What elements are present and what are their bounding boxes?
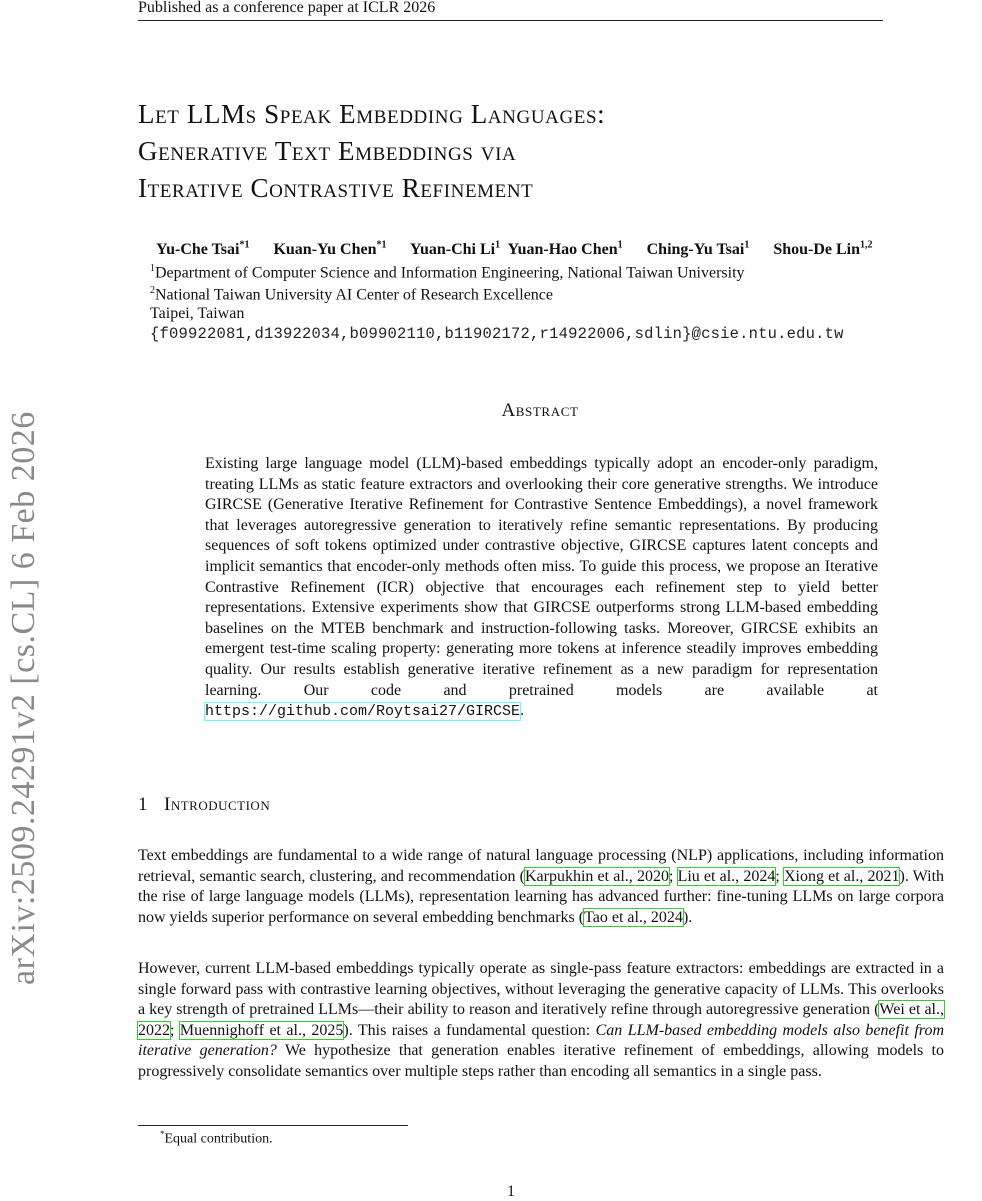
citation-link[interactable]: Karpukhin et al., 2020	[524, 867, 669, 885]
affiliation-1: $^1$Department of Computer Science and Information Engineering, National Taiwan University	[150, 263, 745, 282]
affiliation-2: $^2$National Taiwan University AI Center of Research Excellence	[150, 285, 553, 304]
section-heading-introduction: 1 Introduction	[138, 794, 271, 815]
research-question: Can LLM-based embedding models also benefit from iterative generation?	[138, 1021, 944, 1060]
citation-link[interactable]: Liu et al., 2024	[677, 867, 776, 885]
author: Kuan-Yu Chen$^{*1}$	[273, 240, 387, 259]
title-line-3: Iterative Contrastive Refinement	[138, 173, 534, 203]
title-line-2: Generative Text Embeddings via	[138, 136, 517, 166]
footnote: *Equal contribution.	[160, 1129, 273, 1147]
citation-link[interactable]: Muennighoff et al., 2025	[179, 1021, 344, 1039]
location: Taipei, Taiwan	[150, 305, 245, 322]
arxiv-identifier: arXiv:2509.24291v2 [cs.CL] 6 Feb 2026	[5, 411, 42, 985]
author: Ching-Yu Tsai$^1$	[646, 240, 750, 259]
author: Yuan-Chi Li$^1$	[409, 240, 501, 259]
citation-link[interactable]: Tao et al., 2024	[584, 908, 683, 926]
citation-link[interactable]: Xiong et al., 2021	[783, 867, 900, 885]
abstract-heading: Abstract	[501, 400, 579, 421]
author-emails: {f09922081,d13922034,b09902110,b11902172,r14922006,sdlin}@csie.ntu.edu.tw	[150, 325, 844, 343]
github-link[interactable]: https://github.com/Roytsai27/GIRCSE	[205, 703, 521, 721]
page-number: 1	[507, 1183, 515, 1200]
intro-paragraph-2: However, current LLM-based embeddings typically operate as single-pass feature extractors: embeddings are extracted in a single forward pass with contrastive learning objectives, without leveraging the generative capacity of LLMs. This overlooks a key strength of pretrained LLMs—their ability to reason and iteratively refine through autoregressive generation (Wei et al., 2022; Muennighoff et al., 2025). This raises a fundamental question: Can LLM-based embedding models also benefit from iterative generation? We hypothesize that generation enables iterative refinement of embeddings, allowing models to progressively consolidate semantics over multiple steps rather than encoding all semantics in a single pass.	[138, 960, 945, 1080]
citation-link[interactable]: Wei et al., 2022	[138, 1001, 944, 1039]
author: Shou-De Lin$^{1,2}$	[773, 240, 873, 259]
author: Yu-Che Tsai$^{*1}$	[156, 240, 250, 259]
abstract-body: Existing large language model (LLM)-based embeddings typically adopt an encoder-only paradigm, treating LLMs as static feature extractors and overlooking their core generative strengths. We introduce GIRCSE (Generative Iterative Refinement for Contrastive Sentence Embeddings), a novel framework that leverages autoregressive generation to iteratively refine semantic representations. By producing sequences of soft tokens optimized under contrastive objective, GIRCSE captures latent concepts and implicit semantics that encoder-only methods often miss. To guide this process, we propose an Iterative Contrastive Refinement (ICR) objective that encourages each refinement step to yield better representations. Extensive experiments show that GIRCSE outperforms strong LLM-based embedding baselines on the MTEB benchmark and instruction-following tasks. Moreover, GIRCSE exhibits an emergent test-time scaling property: generating more tokens at inference steadily improves embedding quality. Our results establish generative iterative refinement as a new paradigm for representation learning. Our code and pretrained models are available at https://github.com/Roytsai27/GIRCSE.	[205, 455, 878, 721]
intro-paragraph-1: Text embeddings are fundamental to a wide range of natural language processing (NLP) applications, including information retrieval, semantic search, clustering, and recommendation (Karpukhin et al., 2020; Liu et al., 2024; Xiong et al., 2021). With the rise of large language models (LLMs), representation learning has advanced further: fine-tuning LLMs on large corpora now yields superior performance on several embedding benchmarks (Tao et al., 2024).	[138, 847, 945, 926]
footnote-divider	[138, 1125, 408, 1126]
running-head: Published as a conference paper at ICLR 2026	[138, 0, 883, 21]
author-list	[156, 240, 982, 259]
author: Yuan-Hao Chen$^1$	[507, 240, 623, 259]
paper-title	[138, 96, 898, 207]
title-line-1: Let LLMs Speak Embedding Languages:	[138, 99, 606, 129]
